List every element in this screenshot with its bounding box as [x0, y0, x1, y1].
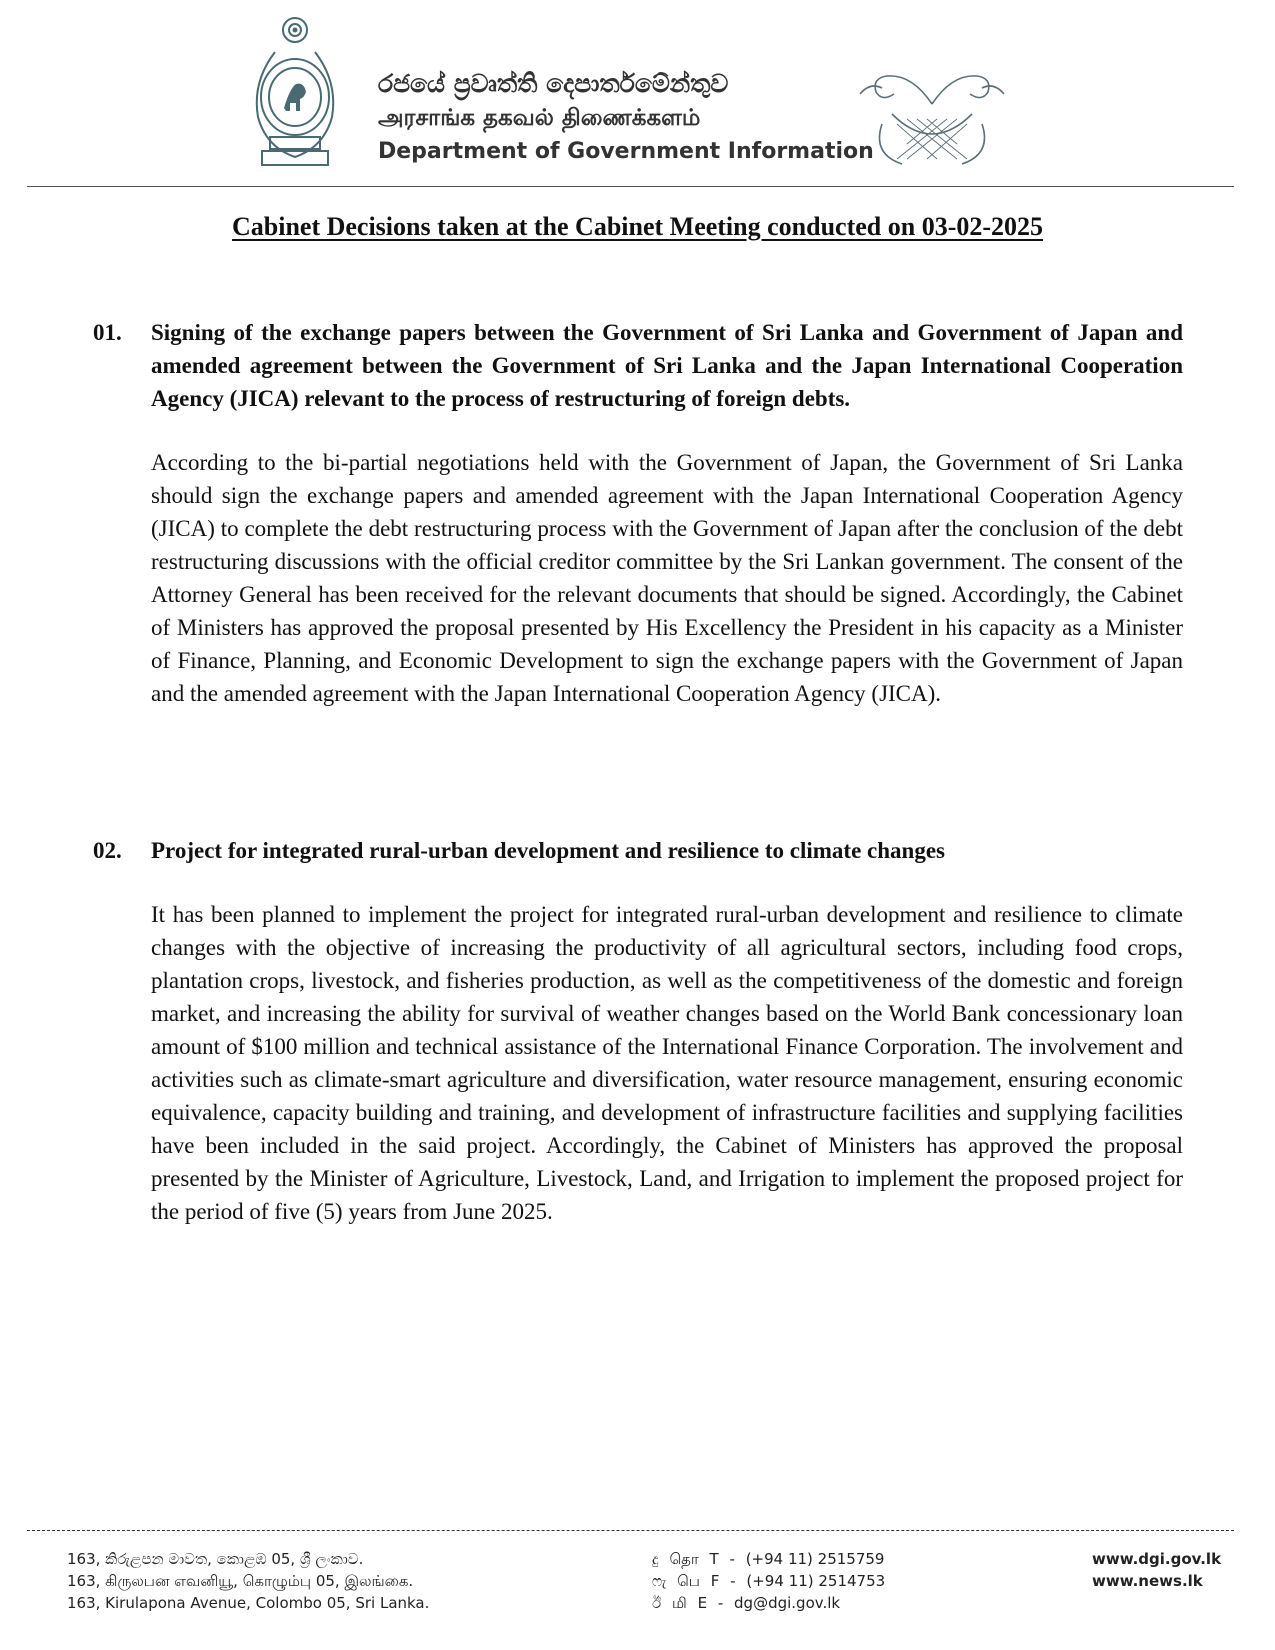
item-body: According to the bi-partial negotiations held with the Government of Japan, the Government of Sri Lanka should sign the exchange papers and amended agreement with the Japan International Cooperation Agency (JICA) to complete the debt restructuring process with the Government of Japan after the conclusion of the debt restructuring discussions with the official creditor committee by the Sri Lankan government. The consent of the Attorney General has been received for the relevant documents that should be signed. Accordingly, the Cabinet of Ministers has approved the proposal presented by His Excellency the President in his capacity as a Minister of Finance, Planning, and Economic Development to sign the exchange papers with the Government of Japan and the amended agreement with the Japan International Cooperation Agency (JICA).	[151, 450, 1183, 706]
item-number: 01.	[93, 320, 122, 345]
email-label-si: ඊ	[652, 1594, 662, 1612]
fax-label-si: ෆැ	[652, 1572, 667, 1590]
item-number: 02.	[93, 838, 122, 863]
footer-divider	[27, 1530, 1234, 1531]
sri-lanka-emblem-icon	[240, 12, 350, 170]
footer	[0, 1548, 1275, 1638]
phone-row	[652, 1548, 891, 1570]
address-block	[67, 1548, 429, 1614]
email-label: E	[697, 1594, 708, 1612]
contact-block	[652, 1548, 891, 1614]
phone-number: (+94 11) 2515759	[745, 1550, 885, 1568]
website-block	[1092, 1548, 1221, 1592]
item-heading: Signing of the exchange papers between the Government of Sri Lanka and Government of Japan and amended agreement between the Government of Sri Lanka and the Japan International Cooperation Agency (JICA) relevant to the process of restructuring of foreign debts.	[151, 320, 1183, 411]
item-body: It has been planned to implement the project for integrated rural-urban development and resilience to climate changes with the objective of increasing the productivity of all agricultural sectors, including food crops, plantation crops, livestock, and fisheries production, as well as the competitiveness of the domestic and foreign market, and increasing the ability for survival of weather changes based on the World Bank concessionary loan amount of $100 million and technical assistance of the International Finance Corporation. The involvement and activities such as climate-smart agriculture and diversification, water resource management, ensuring economic equivalence, capacity building and training, and development of infrastructure facilities and supplying facilities have been included in the said project. Accordingly, the Cabinet of Ministers has approved the proposal presented by the Minister of Agriculture, Livestock, Land, and Irrigation to implement the proposed project for the period of five (5) years from June 2025.	[151, 902, 1183, 1224]
website-link-dgi[interactable]: www.dgi.gov.lk	[1092, 1550, 1222, 1568]
dept-name-sinhala: රජයේ ප්‍රවෘත්ති දෙපාර්තමේන්තුව	[378, 69, 729, 98]
email-dash: -	[717, 1594, 724, 1612]
phone-label: T	[709, 1550, 719, 1568]
phone-label-si: දු	[652, 1550, 659, 1568]
phone-label-ta: தொ	[669, 1550, 699, 1568]
traditional-swan-ornament-icon	[852, 64, 1012, 172]
address-sinhala: 163, කිරුළපන මාවත, කොළඹ 05, ශ්‍රී ලංකාව.	[67, 1550, 364, 1568]
fax-dash: -	[730, 1572, 736, 1590]
dept-name-tamil: அரசாங்க தகவல் திணைக்களம்	[378, 105, 701, 131]
fax-label-ta: பெ	[677, 1572, 700, 1590]
address-english: 163, Kirulapona Avenue, Colombo 05, Sri Lanka.	[67, 1594, 430, 1612]
item-heading: Project for integrated rural-urban development and resilience to climate changes	[151, 838, 945, 863]
header-divider	[27, 186, 1234, 187]
department-names	[378, 66, 874, 168]
email-row	[652, 1592, 891, 1614]
decision-item	[93, 834, 1183, 1228]
website-link-news[interactable]: www.news.lk	[1092, 1572, 1203, 1590]
letterhead	[0, 0, 1275, 185]
decision-item	[93, 316, 1183, 710]
page-title: Cabinet Decisions taken at the Cabinet Meeting conducted on 03-02-2025	[231, 212, 1044, 241]
email-label-ta: மி	[672, 1594, 687, 1612]
phone-dash: -	[729, 1550, 735, 1568]
fax-number: (+94 11) 2514753	[746, 1572, 886, 1590]
fax-row	[652, 1570, 891, 1592]
dept-name-english: Department of Government Information	[378, 139, 874, 164]
address-tamil: 163, கிருலபன எவனியூ, கொழும்பு 05, இலங்கை.	[67, 1572, 414, 1590]
fax-label: F	[710, 1572, 720, 1590]
email-address[interactable]: dg@dgi.gov.lk	[734, 1594, 841, 1612]
